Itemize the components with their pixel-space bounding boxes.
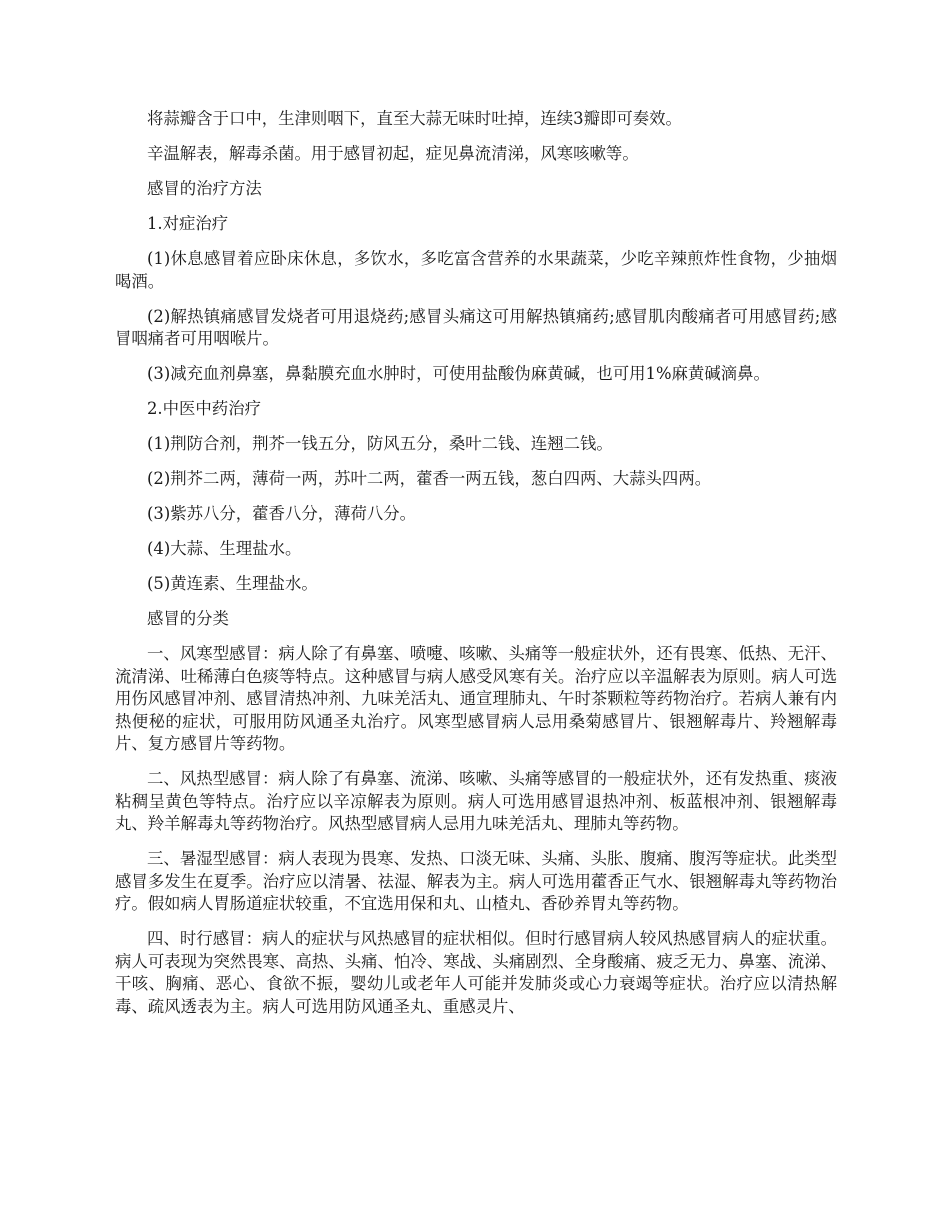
paragraph: (2)荆芥二两，薄荷一两，苏叶二两，藿香一两五钱，葱白四两、大蒜头四两。 [147,469,712,488]
paragraph: (5)黄连素、生理盐水。 [147,574,318,593]
paragraph: 三、暑湿型感冒：病人表现为畏寒、发热、口淡无味、头痛、头胀、腹痛、腹泻等症状。此类型感冒多发生在夏季。治疗应以清暑、祛湿、解表为主。病人可选用藿香正气水、银翘解毒丸等药物治疗。假如病人胃肠道症状较重，不宜选用保和丸、山楂丸、香砂养胃丸等药物。 [115,849,837,913]
paragraph: (1)休息感冒着应卧床休息，多饮水，多吃富含营养的水果蔬菜，少吃辛辣煎炸性食物，少抽烟喝酒。 [115,249,837,291]
paragraph: 二、风热型感冒：病人除了有鼻塞、流涕、咳嗽、头痛等感冒的一般症状外，还有发热重、痰液粘稠呈黄色等特点。治疗应以辛凉解表为原则。病人可选用感冒退热冲剂、板蓝根冲剂、银翘解毒丸、羚羊解毒丸等药物治疗。风热型感冒病人忌用九味羌活丸、理肺丸等药物。 [115,769,837,833]
paragraph: 四、时行感冒：病人的症状与风热感冒的症状相似。但时行感冒病人较风热感冒病人的症状重。病人可表现为突然畏寒、高热、头痛、怕冷、寒战、头痛剧烈、全身酸痛、疲乏无力、鼻塞、流涕、干咳、胸痛、恶心、食欲不振，婴幼儿或老年人可能并发肺炎或心力衰竭等症状。治疗应以清热解毒、疏风透表为主。病人可选用防风通圣丸、重感灵片、 [115,929,837,1016]
section-heading: 感冒的治疗方法 [147,179,262,198]
paragraph: (1)荆防合剂，荆芥一钱五分，防风五分，桑叶二钱、连翘二钱。 [147,434,613,453]
subsection-heading: 1.对症治疗 [147,214,229,233]
section-heading: 感冒的分类 [147,609,229,628]
paragraph: (3)紫苏八分，藿香八分，薄荷八分。 [147,504,417,523]
document-page [115,108,837,1031]
paragraph: 一、风寒型感冒：病人除了有鼻塞、喷嚏、咳嗽、头痛等一般症状外，还有畏寒、低热、无汗、流清涕、吐稀薄白色痰等特点。这种感冒与病人感受风寒有关。治疗应以辛温解表为原则。病人可选用伤风感冒冲剂、感冒清热冲剂、九味羌活丸、通宣理肺丸、午时茶颗粒等药物治疗。若病人兼有内热便秘的症状，可服用防风通圣丸治疗。风寒型感冒病人忌用桑菊感冒片、银翘解毒片、羚翘解毒片、复方感冒片等药物。 [115,644,837,753]
paragraph: 辛温解表，解毒杀菌。用于感冒初起，症见鼻流清涕，风寒咳嗽等。 [147,144,639,163]
paragraph: 将蒜瓣含于口中，生津则咽下，直至大蒜无味时吐掉，连续3瓣即可奏效。 [147,109,682,128]
paragraph: (4)大蒜、生理盐水。 [147,539,302,558]
paragraph: (2)解热镇痛感冒发烧者可用退烧药;感冒头痛这可用解热镇痛药;感冒肌肉酸痛者可用感冒药;感冒咽痛者可用咽喉片。 [115,306,837,348]
subsection-heading: 2.中医中药治疗 [147,399,261,418]
paragraph: (3)减充血剂鼻塞，鼻黏膜充血水肿时，可使用盐酸伪麻黄碱，也可用1%麻黄碱滴鼻。 [147,364,770,383]
